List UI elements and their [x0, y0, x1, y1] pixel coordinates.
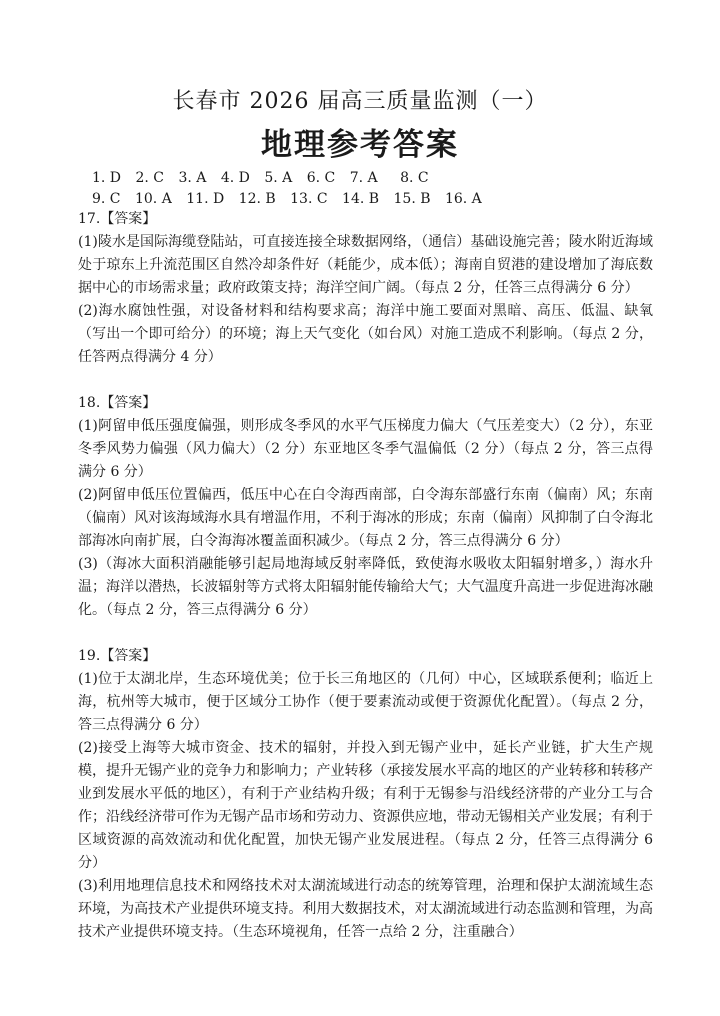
choice-answers-row-1 — [92, 168, 439, 188]
choice-answer: 14. B — [342, 191, 380, 207]
choice-answer: 1. D — [92, 170, 122, 186]
choice-answer: 7. A — [349, 170, 378, 186]
choice-answer: 10. A — [134, 191, 172, 207]
choice-answer: 12. B — [238, 191, 276, 207]
q19-answer-2: (2)接受上海等大城市资金、技术的辐射，并投入到无锡产业中，延长产业链，扩大生产规模，提升无锡产业的竞争力和影响力；产业转移（承接发展水平高的地区的产业转移和转移产业到发展水平低的地区），有利于产业结构升级；有利于无锡参与沿线经济带的产业分工与合作；沿线经济带可作为无锡产品市场和劳动力、资源供应地，带动无锡相关产业发展；有利于区域资源的高效流动和优化配置，加快无锡产业发展进程。（每点 2 分，任答三点得满分 6 分） — [78, 740, 653, 871]
choice-answer: 15. B — [393, 191, 431, 207]
q18-heading: 18.【答案】 — [78, 395, 157, 411]
q17-answer-1: (1)陵水是国际海缆登陆站，可直接连接全球数据网络，（通信）基础设施完善；陵水附近海域处于琼东上升流范围区自然冷却条件好（耗能少，成本低）；海南自贸港的建设增加了海底数据中心的市场需求量；政府政策支持；海洋空间广阔。（每点 2 分，任答三点得满分 6 分） — [78, 234, 653, 296]
q18-answer-3: (3)（海冰大面积消融能够引起局地海域反射率降低，致使海水吸收太阳辐射增多，）海水升温；海洋以潜热，长波辐射等方式将太阳辐射能传输给大气；大气温度升高进一步促进海冰融化。（每点 2 分，答三点得满分 6 分） — [78, 556, 653, 618]
choice-answer: 4. D — [220, 170, 250, 186]
q18-answer-1: (1)阿留申低压强度偏强，则形成冬季风的水平气压梯度力偏大（气压差变大）（2 分），东亚冬季风势力偏强（风力偏大）（2 分）东亚地区冬季气温偏低（2 分）（每点 2 分，答三点得满分 6 分） — [78, 418, 653, 480]
q19-answer-3: (3)利用地理信息技术和网络技术对太湖流域进行动态的统筹管理，治理和保护太湖流域生态环境，为高技术产业提供环境支持。利用大数据技术，对太湖流域进行动态监测和管理，为高技术产业提供环境支持。（生态环境视角，任答一点给 2 分，注重融合） — [78, 878, 653, 940]
choice-answer: 11. D — [186, 191, 225, 207]
answers-body — [78, 208, 653, 944]
page-title: 长春市 2026 届高三质量监测（一） — [172, 89, 548, 114]
choice-answer: 5. A — [264, 170, 293, 186]
choice-answer: 8. C — [400, 170, 429, 186]
q19-answer-1: (1)位于太湖北岸，生态环境优美；位于长三角地区的（几何）中心，区域联系便利；临近上海，杭州等大城市，便于区域分工协作（便于要素流动或便于资源优化配置）。（每点 2 分，答三点得满分 6 分） — [78, 671, 653, 733]
choice-answer: 16. A — [444, 191, 482, 207]
choice-answers-row-2 — [92, 189, 492, 209]
q18-answer-2: (2)阿留申低压位置偏西，低压中心在白令海西南部，白令海东部盛行东南（偏南）风；东南（偏南）风对该海域海水具有增温作用，不利于海冰的形成；东南（偏南）风抑制了白令海北部海冰向南扩展，白令海海冰覆盖面积减少。（每点 2 分，答三点得满分 6 分） — [78, 487, 653, 549]
q19-heading: 19.【答案】 — [78, 648, 157, 664]
choice-answer: 3. A — [178, 170, 207, 186]
choice-answer: 9. C — [92, 191, 121, 207]
choice-answer: 13. C — [290, 191, 328, 207]
choice-answer: 6. C — [306, 170, 336, 186]
q17-heading: 17.【答案】 — [78, 211, 157, 227]
choice-answer: 2. C — [135, 170, 165, 186]
q17-answer-2: (2)海水腐蚀性强，对设备材料和结构要求高；海洋中施工要面对黑暗、高压、低温、缺氧（写出一个即可给分）的环境；海上天气变化（如台风）对施工造成不利影响。（每点 2 分，任答两点得满分 4 分） — [78, 303, 653, 365]
page-subtitle: 地理参考答案 — [261, 127, 459, 163]
